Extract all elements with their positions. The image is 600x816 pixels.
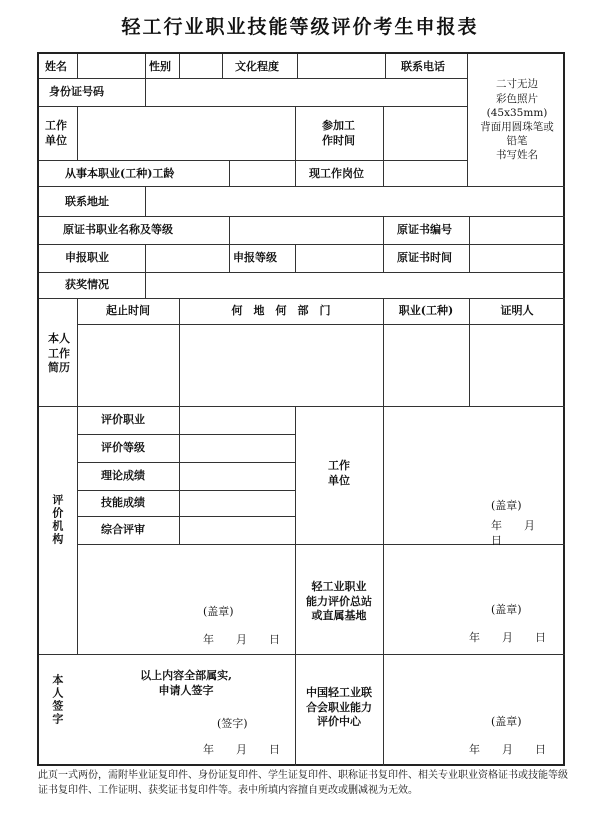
phone-label: 联系电话 [401,59,445,73]
years-in-job-label: 从事本职业(工种)工龄 [65,166,175,180]
overall-review-field[interactable] [181,518,293,542]
china-center-seal: (盖章) [491,714,522,728]
theory-score-field[interactable] [181,464,293,488]
eval-org-label: 评价机构 [50,494,64,546]
footer-note: 此页一式两份，需附毕业证复印件、身份证复印件、学生证复印件、职称证书复印件、相关专业职业资格证书或技能等级证书复印件、工作证明、获奖证书复印件等。表中所填内容擅自更改或删减视为无效。 [38,770,568,796]
center-station-label: 轻工业职业 能力评价总站 或直属基地 [306,579,372,623]
work-unit-field[interactable] [79,108,293,158]
photo-note[interactable]: 二寸无边 彩色照片 (45x35mm) 背面用圆珠笔或 铅笔 书写姓名 [480,78,554,162]
center-station-date: 年 月 日 [469,630,546,644]
resume-entries-area[interactable] [79,326,563,404]
eval-level-label: 评价等级 [101,440,145,454]
orig-cert-no-label: 原证书编号 [397,222,452,236]
current-post-field[interactable] [385,162,465,184]
application-form-table [37,52,565,766]
overall-review-label: 综合评审 [101,522,145,536]
eval-unit-label: 工作 单位 [328,459,350,487]
resume-period-header: 起止时间 [106,303,150,317]
sign-mark[interactable]: (签字) [217,716,248,730]
china-center-label: 中国轻工业联 合会职业能力 评价中心 [306,685,372,729]
awards-label: 获奖情况 [65,277,109,291]
eval-unit-seal: (盖章) [491,498,522,512]
sign-date: 年 月 日 [203,742,280,756]
skill-score-label: 技能成绩 [101,495,145,509]
name-field[interactable] [79,56,143,76]
work-start-label: 参加工 作时间 [322,119,355,147]
eval-job-field[interactable] [181,408,293,432]
orig-cert-name-label: 原证书职业名称及等级 [63,222,173,236]
awards-field[interactable] [147,274,563,296]
orig-cert-time-label: 原证书时间 [397,250,452,264]
current-post-label: 现工作岗位 [309,166,364,180]
orig-cert-time-field[interactable] [471,246,563,270]
eval-level-field[interactable] [181,436,293,460]
form-title: 轻工行业职业技能等级评价考生申报表 [121,16,479,38]
orig-cert-no-field[interactable] [471,218,563,242]
gender-label: 性别 [149,59,171,73]
self-sign-label: 本人签字 [50,674,64,726]
address-label: 联系地址 [65,194,109,208]
eval-org-seal: (盖章) [203,604,234,618]
eval-job-label: 评价职业 [101,412,145,426]
apply-level-field[interactable] [297,246,381,270]
years-in-job-field[interactable] [231,162,293,184]
resume-witness-header: 证明人 [500,303,534,317]
education-label: 文化程度 [235,59,279,73]
resume-job-header: 职业(工种) [398,303,454,317]
resume-label: 本人 工作 简历 [48,331,70,375]
eval-org-date: 年 月 日 [203,632,280,646]
apply-job-field[interactable] [147,246,227,270]
eval-unit-date: 年 月 日 [491,519,557,547]
work-start-field[interactable] [385,108,465,158]
id-number-label: 身份证号码 [49,84,104,98]
apply-job-label: 申报职业 [65,250,109,264]
orig-cert-name-field[interactable] [231,218,381,242]
resume-dept-header: 何 地 何 部 门 [231,303,331,317]
declaration-text: 以上内容全部属实, 申请人签字 [140,669,232,697]
skill-score-field[interactable] [181,492,293,514]
name-label: 姓名 [45,59,67,73]
china-center-date: 年 月 日 [469,742,546,756]
apply-level-label: 申报等级 [233,250,277,264]
education-field[interactable] [299,56,383,76]
theory-score-label: 理论成绩 [101,468,145,482]
address-field[interactable] [147,188,563,214]
gender-field[interactable] [181,56,221,76]
id-number-field[interactable] [147,80,465,104]
work-unit-label: 工作 单位 [45,119,67,147]
center-station-seal: (盖章) [491,602,522,616]
